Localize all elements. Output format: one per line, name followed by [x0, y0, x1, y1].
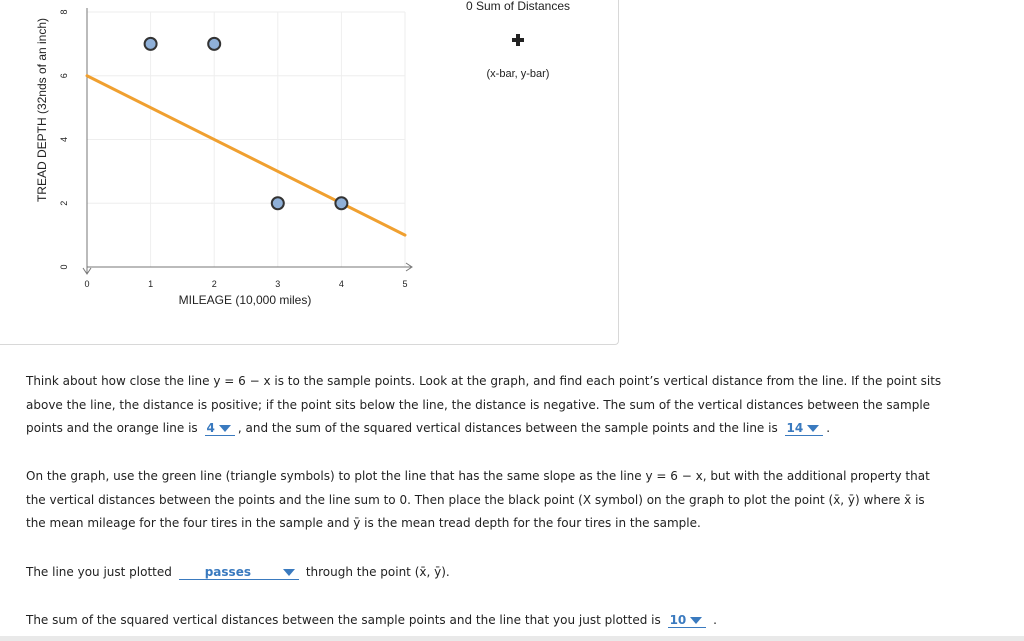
caret-down-icon [807, 425, 819, 432]
y-tick-label: 8 [59, 9, 69, 15]
y-tick-label: 4 [59, 136, 69, 143]
sum-distances-dropdown[interactable] [205, 421, 235, 436]
p3-post-text: through the point (x̄, ȳ). [305, 565, 450, 579]
p2-text: On the graph, use the green line (triangle symbols) to plot the line that has the same slope as the line y = 6 − x, but with the additional property that the vertical distances between the points and the line sum to 0. Then place the black point (X symbol) on the graph to plot the point (x̄, ȳ) where x̄ is the mean mileage for the four tires in the sample and ȳ is the mean tread depth for the four tires in the sample. [26, 469, 930, 530]
question-paragraph-1 [26, 370, 946, 441]
passes-value: passes [204, 565, 251, 579]
graph-panel [0, 0, 619, 345]
mean-point-plus-icon[interactable] [512, 34, 524, 46]
x-tick-label: 1 [148, 279, 154, 289]
caret-down-icon [283, 569, 295, 576]
sum-distances-value: 4 [206, 421, 215, 435]
question-paragraph-3 [26, 561, 946, 585]
p1-end-text: . [826, 421, 831, 435]
x-axis-title: MILEAGE (10,000 miles) [178, 293, 312, 307]
sum-squared-value: 14 [786, 421, 804, 435]
y-axis-title: TREAD DEPTH (32nds of an inch) [35, 17, 49, 203]
sum-of-distances-label: 0 Sum of Distances [465, 0, 571, 13]
question-paragraph-4 [26, 609, 946, 633]
data-point [208, 38, 220, 50]
caret-down-icon [219, 425, 231, 432]
passes-dropdown[interactable] [179, 565, 299, 580]
sum-squared-dropdown[interactable] [785, 421, 824, 436]
y-tick-label: 2 [59, 200, 69, 206]
caret-down-icon [690, 617, 702, 624]
y-tick-label: 6 [59, 73, 69, 79]
final-sum-squared-value: 10 [669, 613, 687, 627]
data-point [335, 197, 347, 209]
mean-point-label: (x-bar, y-bar) [486, 68, 550, 80]
p4-pre-text: The sum of the squared vertical distances between the sample points and the line that you just plotted is [26, 613, 661, 627]
p3-pre-text: The line you just plotted [26, 565, 172, 579]
orange-line [87, 76, 405, 235]
p1-mid-text: , and the sum of the squared vertical distances between the sample points and the line is [237, 421, 778, 435]
x-tick-label: 0 [84, 279, 90, 289]
x-tick-label: 4 [338, 279, 344, 289]
x-tick-label: 5 [402, 279, 408, 289]
y-tick-label: 0 [59, 264, 69, 270]
bottom-bar [0, 636, 1024, 641]
x-tick-label: 3 [275, 279, 281, 289]
x-tick-label: 2 [211, 279, 217, 289]
p4-end-text: . [713, 613, 717, 627]
question-paragraph-2 [26, 465, 946, 536]
data-point [145, 38, 157, 50]
final-sum-squared-dropdown[interactable] [668, 613, 707, 628]
p1-text: Think about how close the line y = 6 − x is to the sample points. Look at the graph, and find each point’s vertical distance from the line. If the point sits above the line, the distance is positive; if the point sits below the line, the distance is negative. The sum of the vertical distances between the sample points and the orange line is [26, 374, 942, 435]
data-point [272, 197, 284, 209]
